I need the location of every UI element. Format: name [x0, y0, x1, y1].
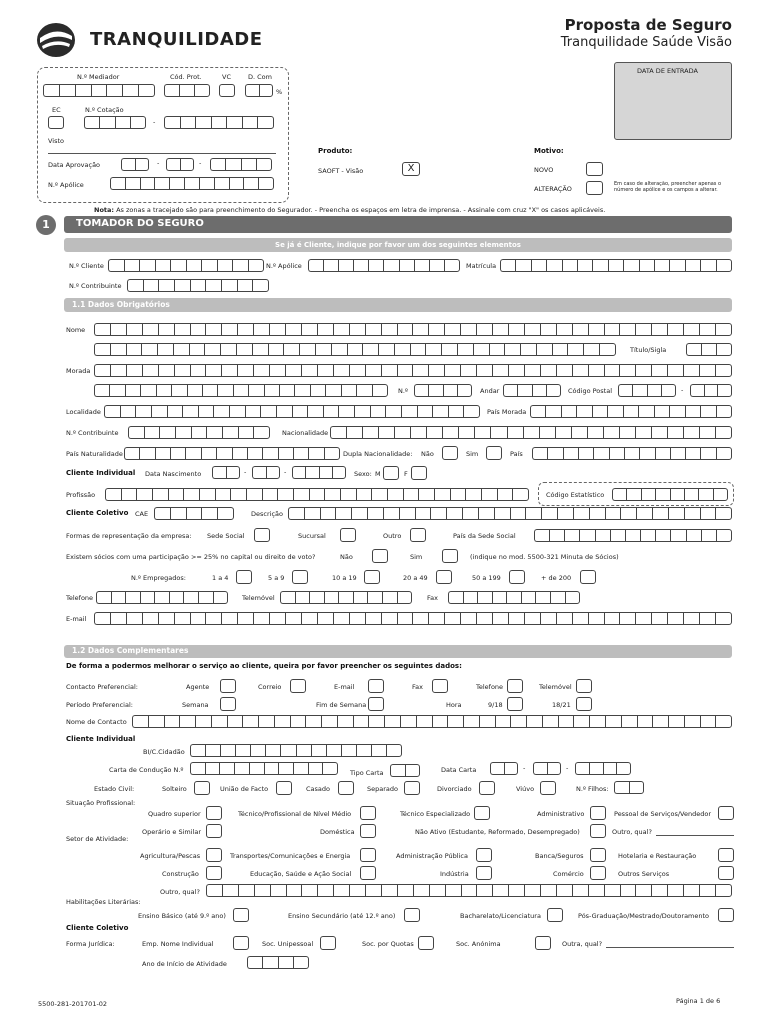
data-carta-day[interactable]	[490, 762, 518, 775]
emp-2-checkbox[interactable]	[292, 570, 308, 584]
telefone-pref-checkbox[interactable]	[507, 679, 523, 693]
socios-nao-label: Não	[340, 553, 353, 561]
vc-field[interactable]	[219, 84, 235, 97]
casado-label: Casado	[306, 785, 330, 793]
motivo-label: Motivo:	[534, 147, 564, 155]
visto-line	[48, 153, 276, 154]
nome-contacto-field[interactable]	[132, 715, 732, 728]
tipo-carta-field[interactable]	[390, 764, 420, 777]
emp-3-label: 10 a 19	[332, 574, 357, 582]
produto-value: SAOFT - Visão	[318, 167, 364, 175]
data-aprov-year[interactable]	[210, 158, 272, 171]
construcao-checkbox[interactable]	[206, 866, 222, 880]
banca-label: Banca/Seguros	[535, 852, 584, 860]
agente-label: Agente	[186, 683, 210, 691]
cotacao-field-a[interactable]	[84, 116, 146, 129]
administrativo-label: Administrativo	[537, 810, 585, 818]
dupla-nao-label: Não	[421, 450, 434, 458]
telefone-field[interactable]	[96, 591, 228, 604]
domestica-label: Doméstica	[320, 828, 355, 836]
pais-sede-field[interactable]	[534, 529, 732, 542]
emp-ind-label: Emp. Nome Individual	[142, 940, 214, 948]
tecnico-esp-label: Técnico Especializado	[400, 810, 471, 818]
nacionalidade-field[interactable]	[330, 426, 732, 439]
telemovel-pref-checkbox[interactable]	[576, 679, 592, 693]
socios-nao-checkbox[interactable]	[372, 549, 388, 563]
secundario-checkbox[interactable]	[404, 908, 420, 922]
contribuinte-client-label: N.º Contribuinte	[69, 282, 122, 290]
s11-title: 1.1 Dados Obrigatórios	[72, 300, 170, 309]
fax-pref-label: Fax	[412, 683, 423, 691]
dupla-label: Dupla Nacionalidade:	[343, 450, 413, 458]
section1-title: TOMADOR DO SEGURO	[76, 218, 204, 229]
bi-field[interactable]	[190, 744, 402, 757]
nascimento-year[interactable]	[292, 466, 346, 479]
sede-label: Sede Social	[207, 532, 245, 540]
localidade-field[interactable]	[104, 405, 480, 418]
andar-label: Andar	[480, 387, 500, 395]
data-aprov-day[interactable]	[121, 158, 149, 171]
contacto-label: Contacto Preferencial:	[66, 683, 138, 691]
solteiro-label: Solteiro	[162, 785, 187, 793]
fax-pref-checkbox[interactable]	[432, 679, 448, 693]
cp-label: Código Postal	[568, 387, 613, 395]
pais-sede-label: País da Sede Social	[453, 532, 516, 540]
banca-checkbox[interactable]	[590, 848, 606, 862]
emp-ind-checkbox[interactable]	[233, 936, 249, 950]
form-subtitle: Tranquilidade Saúde Visão	[560, 35, 732, 50]
habilitacoes-label: Habilitações Literárias:	[66, 898, 141, 906]
email-pref-label: E-mail	[334, 683, 355, 691]
quotas-checkbox[interactable]	[418, 936, 434, 950]
emp-3-checkbox[interactable]	[364, 570, 380, 584]
basico-label: Ensino Básico (até 9.º ano)	[138, 912, 226, 920]
ec-field[interactable]	[48, 116, 64, 129]
email-pref-checkbox[interactable]	[368, 679, 384, 693]
data-aprov-month[interactable]	[166, 158, 194, 171]
sexo-f-label: F	[404, 470, 408, 478]
pais-morada-field[interactable]	[530, 405, 732, 418]
transportes-checkbox[interactable]	[360, 848, 376, 862]
telemovel-pref-label: Telemóvel	[539, 683, 572, 691]
sexo-f-checkbox[interactable]	[411, 466, 427, 480]
telemovel-label: Telemóvel	[242, 594, 275, 602]
tecnico-medio-label: Técnico/Profissional de Nível Médio	[238, 810, 352, 818]
situacao-label: Situação Profissional:	[66, 799, 136, 807]
filhos-label: N.º Filhos:	[576, 785, 609, 793]
sexo-m-label: M	[375, 470, 381, 478]
data-carta-month[interactable]	[533, 762, 561, 775]
sucursal-label: Sucursal	[298, 532, 326, 540]
profissao-label: Profissão	[66, 491, 96, 499]
data-aprov-label: Data Aprovação	[48, 161, 101, 169]
sede-checkbox[interactable]	[254, 528, 270, 542]
s12-cliente-col-label: Cliente Coletivo	[66, 924, 129, 932]
cliente-col-label: Cliente Coletivo	[66, 509, 129, 517]
socios-note: (indique no mod. 5500-321 Minuta de Sócios)	[470, 553, 619, 561]
cod-est-label: Código Estatístico	[546, 491, 605, 499]
fax-label: Fax	[427, 594, 438, 602]
fim-semana-checkbox[interactable]	[368, 697, 384, 711]
morada-field-2[interactable]	[94, 384, 388, 397]
cotacao-label: N.º Cotação	[85, 106, 124, 114]
hora-2-label: 18/21	[552, 701, 571, 709]
hora-2-checkbox[interactable]	[576, 697, 592, 711]
outra-label: Outra, qual?	[562, 940, 603, 948]
operario-label: Operário e Similar	[142, 828, 202, 836]
sexo-label: Sexo:	[354, 470, 372, 478]
industria-checkbox[interactable]	[476, 866, 492, 880]
titulo-label: Título/Sigla	[630, 346, 667, 354]
nome-contacto-label: Nome de Contacto	[66, 718, 127, 726]
s11-header	[64, 298, 732, 312]
apolice-office-label: N.º Apólice	[48, 181, 84, 189]
educacao-label: Educação, Saúde e Ação Social	[250, 870, 352, 878]
mediador-label: N.º Mediador	[77, 73, 120, 81]
semana-checkbox[interactable]	[220, 697, 236, 711]
outros-serv-label: Outros Serviços	[618, 870, 670, 878]
tipo-carta-label: Tipo Carta	[350, 769, 384, 777]
adm-publica-checkbox[interactable]	[476, 848, 492, 862]
empregados-label: N.º Empregados:	[131, 574, 186, 582]
nasc-dash-2: -	[284, 468, 287, 476]
outro-checkbox[interactable]	[410, 528, 426, 542]
anonima-checkbox[interactable]	[535, 936, 551, 950]
d-com-label: D. Com	[248, 73, 272, 81]
dupla-sim-checkbox[interactable]	[486, 446, 502, 460]
casado-checkbox[interactable]	[338, 781, 354, 795]
brand-name: TRANQUILIDADE	[90, 29, 263, 50]
existing-client-banner	[64, 238, 732, 252]
hora-label: Hora	[446, 701, 462, 709]
ano-inicio-label: Ano de Início de Atividade	[142, 960, 227, 968]
secundario-label: Ensino Secundário (até 12.º ano)	[288, 912, 396, 920]
outro-label: Outro	[383, 532, 402, 540]
apolice-field[interactable]	[308, 259, 460, 272]
footer-page: Página 1 de 6	[676, 997, 721, 1005]
forma-jur-label: Forma Jurídica:	[66, 940, 115, 948]
andar-field[interactable]	[503, 384, 561, 397]
basico-checkbox[interactable]	[233, 908, 249, 922]
sexo-m-checkbox[interactable]	[383, 466, 399, 480]
agricultura-label: Agricultura/Pescas	[140, 852, 201, 860]
contribuinte-client-field[interactable]	[127, 279, 269, 292]
outros-serv-checkbox[interactable]	[718, 866, 734, 880]
nascimento-day[interactable]	[212, 466, 240, 479]
emp-1-label: 1 a 4	[212, 574, 229, 582]
quotas-label: Soc. por Quotas	[362, 940, 414, 948]
setor-outro-field[interactable]	[206, 884, 732, 897]
motivo-alteracao-checkbox[interactable]	[586, 181, 603, 195]
localidade-label: Localidade	[66, 408, 101, 416]
adm-publica-label: Administração Pública	[396, 852, 468, 860]
dupla-pais-label: País	[510, 450, 523, 458]
pais-nat-field[interactable]	[124, 447, 340, 460]
nota	[94, 206, 605, 214]
contribuinte-field[interactable]	[128, 426, 270, 439]
divorciado-label: Divorciado	[437, 785, 472, 793]
cod-est-field[interactable]	[612, 488, 728, 501]
comercio-checkbox[interactable]	[590, 866, 606, 880]
emp-5-checkbox[interactable]	[509, 570, 525, 584]
setor-outro-label: Outro, qual?	[160, 888, 200, 896]
vc-label: VC	[222, 73, 231, 81]
existing-client-text: Se já é Cliente, indique por favor um dos seguintes elementos	[275, 241, 521, 249]
transportes-label: Transportes/Comunicações e Energia	[230, 852, 351, 860]
data-carta-label: Data Carta	[441, 766, 477, 774]
dupla-sim-label: Sim	[466, 450, 479, 458]
morada-field-1[interactable]	[94, 364, 732, 377]
percent-label: %	[276, 88, 283, 96]
s12-header	[64, 645, 732, 658]
nascimento-label: Data Nascimento	[145, 470, 202, 478]
correio-checkbox[interactable]	[290, 679, 306, 693]
nome-field-2[interactable]	[94, 343, 616, 356]
setor-label: Setor de Atividade:	[66, 835, 129, 843]
comercio-label: Comércio	[553, 870, 584, 878]
cotacao-field-b[interactable]	[164, 116, 274, 129]
carta-dash-2: -	[566, 764, 569, 772]
separado-checkbox[interactable]	[404, 781, 420, 795]
pais-morada-label: País Morada	[487, 408, 527, 416]
construcao-label: Construção	[162, 870, 199, 878]
socios-sim-checkbox[interactable]	[442, 549, 458, 563]
fax-field[interactable]	[448, 591, 580, 604]
outra-line	[606, 947, 734, 948]
cp-field-a[interactable]	[618, 384, 676, 397]
agricultura-checkbox[interactable]	[206, 848, 222, 862]
pessoal-checkbox[interactable]	[718, 806, 734, 820]
data-carta-year[interactable]	[575, 762, 631, 775]
matricula-field[interactable]	[500, 259, 732, 272]
form-title: Proposta de Seguro	[564, 16, 732, 34]
cod-prot-label: Cód. Prot.	[170, 73, 202, 81]
formas-label: Formas de representação da empresa:	[66, 532, 192, 540]
aprov-dash-1: -	[157, 159, 160, 167]
nota-label: Nota:	[94, 206, 114, 214]
nome-field-1[interactable]	[94, 323, 732, 336]
email-label: E-mail	[66, 615, 87, 623]
footer-code: 5500-281-201701-02	[38, 1000, 108, 1008]
titulo-field[interactable]	[686, 343, 732, 356]
unipessoal-checkbox[interactable]	[320, 936, 336, 950]
carta-dash-1: -	[523, 764, 526, 772]
domestica-checkbox[interactable]	[360, 824, 376, 838]
motivo-novo-checkbox[interactable]	[586, 162, 603, 176]
cotacao-dash: -	[153, 118, 156, 126]
telefone-label: Telefone	[66, 594, 94, 602]
nota-text: As zonas a tracejado são para preenchimento do Segurador. - Preencha os espaços em letra de imprensa. - Assinale com cruz "X" os casos aplicáveis.	[116, 206, 606, 214]
emp-2-label: 5 a 9	[268, 574, 285, 582]
descricao-label: Descrição	[251, 510, 283, 518]
aprov-dash-2: -	[199, 159, 202, 167]
hora-1-label: 9/18	[488, 701, 503, 709]
cliente-ind-label: Cliente Individual	[66, 469, 136, 477]
produto-checkbox[interactable]	[402, 162, 420, 176]
divorciado-checkbox[interactable]	[479, 781, 495, 795]
bi-label: BI/C.Cidadão	[143, 748, 185, 756]
carta-label: Carta de Condução N.º	[109, 766, 184, 774]
outro-qual-line	[656, 835, 734, 836]
viuvo-label: Viúvo	[516, 785, 535, 793]
pos-grad-checkbox[interactable]	[718, 908, 734, 922]
operario-checkbox[interactable]	[206, 824, 222, 838]
tecnico-medio-checkbox[interactable]	[360, 806, 376, 820]
cliente-num-label: N.º Cliente	[69, 262, 104, 270]
nasc-dash-1: -	[244, 468, 247, 476]
cp-dash: -	[681, 386, 684, 394]
profissao-field[interactable]	[105, 488, 529, 501]
nao-ativo-checkbox[interactable]	[590, 824, 606, 838]
fim-semana-label: Fim de Semana	[316, 701, 367, 709]
matricula-label: Matrícula	[466, 262, 497, 270]
telemovel-field[interactable]	[280, 591, 412, 604]
cae-field[interactable]	[154, 507, 234, 520]
section-number: 1	[42, 218, 50, 231]
industria-label: Indústria	[440, 870, 469, 878]
hotelaria-checkbox[interactable]	[718, 848, 734, 862]
correio-label: Correio	[258, 683, 282, 691]
unipessoal-label: Soc. Unipessoal	[262, 940, 314, 948]
contribuinte-label: N.º Contribuinte	[66, 429, 119, 437]
produto-label: Produto:	[318, 147, 353, 155]
viuvo-checkbox[interactable]	[540, 781, 556, 795]
solteiro-checkbox[interactable]	[194, 781, 210, 795]
cod-prot-field[interactable]	[164, 84, 210, 97]
separado-label: Separado	[367, 785, 398, 793]
dupla-nao-checkbox[interactable]	[442, 446, 458, 460]
periodo-label: Período Preferencial:	[66, 701, 133, 709]
s12-title: 1.2 Dados Complementares	[72, 646, 189, 655]
s12-intro: De forma a podermos melhorar o serviço ao cliente, queira por favor preencher os seguintes dados:	[66, 662, 462, 670]
cae-label: CAE	[135, 510, 149, 518]
emp-1-checkbox[interactable]	[236, 570, 252, 584]
cp-field-b[interactable]	[690, 384, 732, 397]
emp-4-label: 20 a 49	[403, 574, 428, 582]
dupla-pais-field[interactable]	[532, 447, 732, 460]
outro-qual-label: Outro, qual?	[612, 828, 652, 836]
ec-label: EC	[52, 106, 61, 114]
hora-1-checkbox[interactable]	[507, 697, 523, 711]
pos-grad-label: Pós-Graduação/Mestrado/Doutoramento	[578, 912, 710, 920]
cliente-num-field[interactable]	[108, 259, 264, 272]
quadro-label: Quadro superior	[148, 810, 201, 818]
produto-mark: X	[407, 163, 415, 174]
uniao-checkbox[interactable]	[276, 781, 292, 795]
carta-field[interactable]	[190, 762, 338, 775]
estado-civil-label: Estado Civil:	[94, 785, 135, 793]
bacharelato-label: Bacharelato/Licenciatura	[460, 912, 541, 920]
socios-sim-label: Sim	[410, 553, 423, 561]
descricao-field[interactable]	[288, 507, 732, 520]
morada-label: Morada	[66, 367, 91, 375]
brand-logo-icon	[36, 22, 76, 58]
pais-nat-label: País Naturalidade	[66, 450, 123, 458]
apolice-label: N.º Apólice	[266, 262, 302, 270]
uniao-label: União de Facto	[220, 785, 269, 793]
num-label: N.º	[398, 387, 408, 395]
motivo-note: Em caso de alteração, preencher apenas o número de apólice e os campos a alterar.	[614, 181, 722, 193]
num-field[interactable]	[414, 384, 472, 397]
pessoal-label: Pessoal de Serviços/Vendedor	[614, 810, 712, 818]
anonima-label: Soc. Anónima	[456, 940, 501, 948]
s12-cliente-ind-label: Cliente Individual	[66, 735, 136, 743]
ano-inicio-field[interactable]	[247, 956, 309, 969]
agente-checkbox[interactable]	[220, 679, 236, 693]
semana-label: Semana	[182, 701, 209, 709]
mediador-field[interactable]	[43, 84, 155, 97]
telefone-pref-label: Telefone	[476, 683, 504, 691]
section1-header	[64, 216, 732, 233]
apolice-office-field[interactable]	[110, 177, 274, 190]
tecnico-esp-checkbox[interactable]	[474, 806, 490, 820]
emp-5-label: 50 a 199	[472, 574, 501, 582]
sucursal-checkbox[interactable]	[340, 528, 356, 542]
emp-6-label: + de 200	[541, 574, 572, 582]
hotelaria-label: Hotelaria e Restauração	[618, 852, 697, 860]
filhos-field[interactable]	[614, 781, 644, 794]
bacharelato-checkbox[interactable]	[547, 908, 563, 922]
emp-6-checkbox[interactable]	[580, 570, 596, 584]
nacionalidade-label: Nacionalidade	[282, 429, 329, 437]
nascimento-month[interactable]	[252, 466, 280, 479]
motivo-alteracao-label: ALTERAÇÃO	[534, 185, 572, 193]
nome-label: Nome	[66, 326, 86, 334]
nao-ativo-label: Não Ativo (Estudante, Reformado, Desempregado)	[415, 828, 580, 836]
visto-label: Visto	[48, 137, 65, 145]
section-number-badge	[36, 215, 56, 235]
email-field[interactable]	[94, 612, 732, 625]
socios-label: Existem sócios com uma participação >= 25% no capital ou direito de voto?	[66, 553, 316, 561]
quadro-checkbox[interactable]	[206, 806, 222, 820]
d-com-field[interactable]	[245, 84, 273, 97]
data-entrada-label: DATA DE ENTRADA	[637, 67, 698, 75]
motivo-novo-label: NOVO	[534, 166, 554, 174]
administrativo-checkbox[interactable]	[590, 806, 606, 820]
educacao-checkbox[interactable]	[360, 866, 376, 880]
emp-4-checkbox[interactable]	[436, 570, 452, 584]
